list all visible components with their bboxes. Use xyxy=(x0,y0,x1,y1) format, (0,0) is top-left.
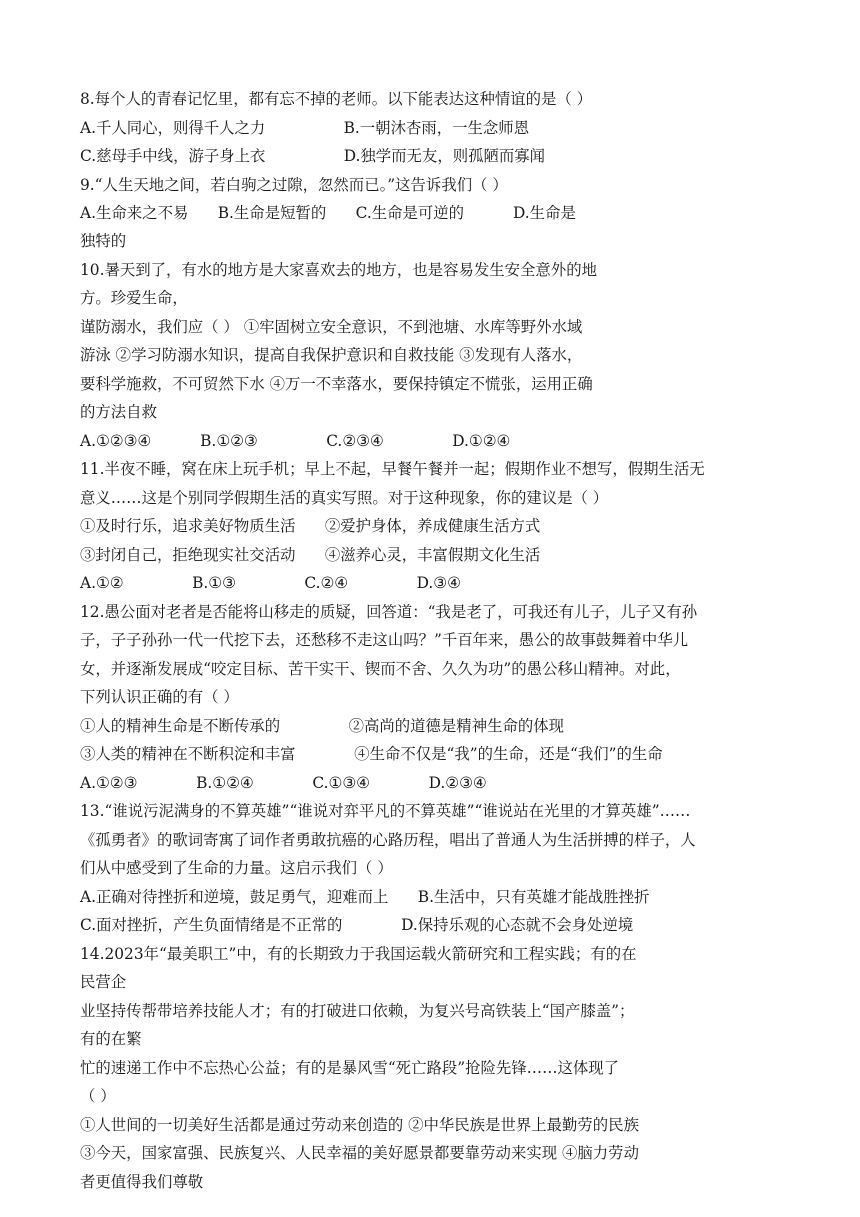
text-line: A.千人同心，则得千人之力 B.一朝沐杏雨，一生念师恩 xyxy=(80,119,530,137)
text-line: 者更值得我们尊敬 xyxy=(80,1173,204,1191)
text-line: 10.暑天到了，有水的地方是大家喜欢去的地方，也是容易发生安全意外的地 xyxy=(80,261,597,279)
text-line: C.慈母手中线，游子身上衣 D.独学而无友，则孤陋而寡闻 xyxy=(80,147,546,165)
text-line: 民营企 xyxy=(80,973,127,991)
text-line: 独特的 xyxy=(80,232,127,250)
text-line: 下列认识正确的有（ ） xyxy=(80,688,239,706)
text-line: A.生命来之不易 B.生命是短暂的 C.生命是可逆的 D.生命是 xyxy=(80,204,576,222)
text-line: 谨防溺水，我们应（ ） ①牢固树立安全意识，不到池塘、水库等野外水域 xyxy=(80,318,583,336)
text-line: 14.2023年“最美职工”中，有的长期致力于我国运载火箭研究和工程实践；有的在 xyxy=(80,945,637,963)
text-line: 游泳 ②学习防溺水知识，提高自我保护意识和自救技能 ③发现有人落水， xyxy=(80,346,583,364)
text-line: ③封闭自己，拒绝现实社交活动 ④滋养心灵，丰富假期文化生活 xyxy=(80,546,541,564)
text-line: C.面对挫折，产生负面情绪是不正常的 D.保持乐观的心态就不会身处逆境 xyxy=(80,916,634,934)
text-line: ③今天，国家富强、民族复兴、人民幸福的美好愿景都要靠劳动来实现 ④脑力劳动 xyxy=(80,1144,639,1162)
text-line: 忙的速递工作中不忘热心公益；有的是暴风雪“死亡路段”抢险先锋……这体现了 xyxy=(80,1059,620,1077)
text-line: 《孤勇者》的歌词寄寓了词作者勇敢抗癌的心路历程，唱出了普通人为生活拼搏的样子，人 xyxy=(80,831,696,849)
text-line: 11.半夜不睡，窝在床上玩手机；早上不起，早餐午餐并一起；假期作业不想写，假期生活无 xyxy=(80,460,705,478)
text-line: 子，子子孙孙一代一代挖下去，还愁移不走这山吗？”千百年来，愚公的故事鼓舞着中华儿 xyxy=(80,631,689,649)
text-line: 们从中感受到了生命的力量。这启示我们（ ） xyxy=(80,859,393,877)
text-line: 意义……这是个别同学假期生活的真实写照。对于这种现象，你的建议是（ ） xyxy=(80,489,609,507)
text-line: 女，并逐渐发展成“咬定目标、苦干实干、锲而不舍、久久为功”的愚公移山精神。对此， xyxy=(80,660,681,678)
text-line: 要科学施救，不可贸然下水 ④万一不幸落水，要保持镇定不慌张，运用正确 xyxy=(80,375,593,393)
text-line: ③人类的精神在不断积淀和丰富 ④生命不仅是“我”的生命，还是“我们”的生命 xyxy=(80,745,663,763)
text-line: 业坚持传帮带培养技能人才；有的打破进口依赖，为复兴号高铁装上“国产膝盖”； xyxy=(80,1002,635,1020)
text-line: （ ） xyxy=(80,1087,116,1105)
text-line: A.正确对待挫折和逆境，鼓足勇气，迎难而上 B.生活中，只有英雄才能战胜挫折 xyxy=(80,888,650,906)
text-line: ①人世间的一切美好生活都是通过劳动来创造的 ②中华民族是世界上最勤劳的民族 xyxy=(80,1116,639,1134)
text-line: 8.每个人的青春记忆里，都有忘不掉的老师。以下能表达这种情谊的是（ ） xyxy=(80,90,593,108)
text-line: 12.愚公面对老者是否能将山移走的质疑，回答道：“我是老了，可我还有儿子，儿子又有孙 xyxy=(80,603,698,621)
text-line: 有的在繁 xyxy=(80,1030,142,1048)
text-line: 方。珍爱生命， xyxy=(80,289,188,307)
text-line: ①人的精神生命是不断传承的 ②高尚的道德是精神生命的体现 xyxy=(80,717,565,735)
text-line: A.①②③④ B.①②③ C.②③④ D.①②④ xyxy=(80,432,511,450)
text-line: 13.“谁说污泥满身的不算英雄”“谁说对弈平凡的不算英雄”“谁说站在光里的才算英雄”…… xyxy=(80,802,691,820)
text-line: 的方法自救 xyxy=(80,403,157,421)
text-line: 9.“人生天地之间，若白驹之过隙，忽然而已。”这告诉我们（ ） xyxy=(80,176,508,194)
text-line: A.①②③ B.①②④ C.①③④ D.②③④ xyxy=(80,774,487,792)
text-line: ①及时行乐，追求美好物质生活 ②爱护身体，养成健康生活方式 xyxy=(80,517,541,535)
text-line: A.①② B.①③ C.②④ D.③④ xyxy=(80,574,461,592)
